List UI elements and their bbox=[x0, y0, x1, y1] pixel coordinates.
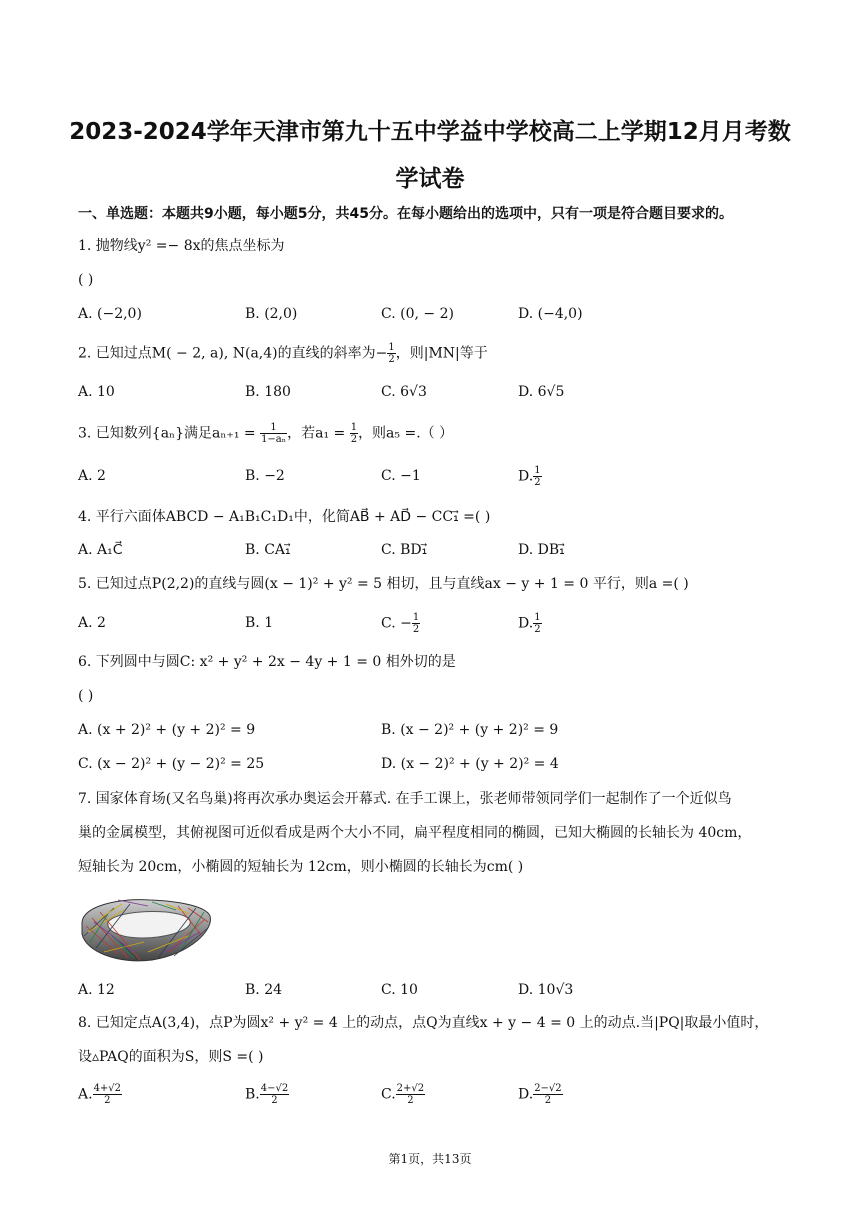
q6-option-c: C. (x − 2)² + (y − 2)² = 25 bbox=[78, 756, 265, 772]
q5-optc-num: 1 bbox=[412, 612, 420, 623]
q4-option-a: A. A₁C⃗ bbox=[78, 542, 123, 558]
q3-frac1-num: 1 bbox=[260, 422, 287, 434]
q8-option-b-label: B. bbox=[245, 1086, 260, 1103]
q6-options-row2 bbox=[78, 753, 778, 775]
section-heading: 一、单选题：本题共9小题，每小题5分，共45分。在每小题给出的选项中，只有一项是符合题目要求的。 bbox=[78, 206, 733, 222]
q3-stem-a: 3. 已知数列{aₙ}满足aₙ₊₁ = bbox=[78, 425, 261, 442]
q8-option-a-label: A. bbox=[78, 1086, 93, 1103]
q8-options bbox=[78, 1083, 778, 1113]
q7-options bbox=[78, 979, 778, 1001]
page-title-line1: 2023-2024学年天津市第九十五中学益中学校高二上学期12月月考数 bbox=[69, 119, 791, 145]
q2-options bbox=[78, 381, 778, 403]
q8-line1: 8. 已知定点A(3,4)，点P为圆x² + y² = 4 上的动点，点Q为直线x + y − 4 = 0 上的动点.当|PQ|取最小值时， bbox=[78, 1015, 769, 1031]
q2-option-d: D. 6√5 bbox=[518, 384, 565, 400]
q3-option-d bbox=[518, 465, 542, 488]
q8-option-c-fraction bbox=[396, 1083, 425, 1106]
q3-option-d-fraction bbox=[533, 465, 541, 488]
q3-optd-num: 1 bbox=[534, 465, 541, 476]
q8-line2: 设▵PAQ的面积为S，则S =( ) bbox=[78, 1049, 264, 1065]
q8-opta-den: 2 bbox=[104, 1095, 111, 1106]
q6-paren: ( ) bbox=[78, 688, 94, 704]
q6-option-a: A. (x + 2)² + (y + 2)² = 9 bbox=[78, 722, 256, 738]
q7-option-c: C. 10 bbox=[381, 982, 418, 998]
q4-option-d: D. DB₁⃗ bbox=[518, 542, 565, 558]
q7-option-a: A. 12 bbox=[78, 982, 115, 998]
q4-stem: 4. 平行六面体ABCD − A₁B₁C₁D₁中，化简AB⃗ + AD⃗ − CC₁⃗ =( ) bbox=[78, 509, 491, 525]
q8-option-c bbox=[381, 1083, 425, 1106]
q8-optd-num: 2−√2 bbox=[534, 1083, 562, 1094]
q4-option-c: C. BD₁⃗ bbox=[381, 542, 428, 558]
q3-fraction-2 bbox=[350, 422, 358, 445]
q8-option-d-label: D. bbox=[518, 1086, 534, 1103]
q6-option-d: D. (x − 2)² + (y + 2)² = 4 bbox=[381, 756, 559, 772]
q2-option-b: B. 180 bbox=[245, 384, 291, 400]
q5-optc-den: 2 bbox=[412, 624, 420, 635]
q5-optd-num: 1 bbox=[534, 612, 541, 623]
q8-option-d bbox=[518, 1083, 563, 1106]
q2-stem-a: 2. 已知过点M( − 2, a), N(a,4)的直线的斜率为− bbox=[78, 345, 388, 362]
q5-options bbox=[78, 612, 778, 634]
q8-option-b-fraction bbox=[260, 1083, 289, 1106]
q2-frac-num: 1 bbox=[388, 342, 395, 353]
q6-option-b: B. (x − 2)² + (y + 2)² = 9 bbox=[381, 722, 559, 738]
q3-optd-den: 2 bbox=[534, 477, 541, 488]
q7-option-d: D. 10√3 bbox=[518, 982, 574, 998]
birds-nest-model-image bbox=[78, 892, 214, 966]
q7-option-b: B. 24 bbox=[245, 982, 283, 998]
q1-option-a: A. (−2,0) bbox=[78, 306, 142, 322]
q5-option-d-fraction bbox=[533, 612, 541, 635]
q8-optb-den: 2 bbox=[271, 1095, 278, 1106]
q1-option-d: D. (−4,0) bbox=[518, 306, 583, 322]
q1-paren: ( ) bbox=[78, 272, 94, 288]
q8-option-c-label: C. bbox=[381, 1086, 396, 1103]
page-title-line2: 学试卷 bbox=[395, 166, 465, 192]
q3-option-d-label: D. bbox=[518, 468, 534, 485]
q7-line3: 短轴长为 20cm，小椭圆的短轴长为 12cm，则小椭圆的长轴长为cm( ) bbox=[78, 859, 524, 875]
q3-stem bbox=[78, 422, 453, 445]
q5-option-d bbox=[518, 612, 542, 635]
q2-frac-den: 2 bbox=[388, 354, 395, 365]
q8-optb-num: 4−√2 bbox=[260, 1083, 289, 1094]
q3-frac1-den: 1−aₙ bbox=[261, 434, 287, 445]
q6-options-row1 bbox=[78, 719, 778, 741]
q5-option-b: B. 1 bbox=[245, 615, 274, 631]
q7-line1: 7. 国家体育场(又名鸟巢)将再次承办奥运会开幕式. 在手工课上，张老师带领同学们一起制作了一个近似鸟 bbox=[78, 791, 732, 807]
q3-stem-b: ，若a₁ = bbox=[287, 425, 350, 442]
q2-option-c: C. 6√3 bbox=[381, 384, 427, 400]
q2-stem bbox=[78, 342, 488, 365]
q7-line2: 巢的金属模型，其俯视图可近似看成是两个大小不同，扁平程度相同的椭圆，已知大椭圆的长轴长为 40cm， bbox=[78, 825, 752, 841]
q1-option-b: B. (2,0) bbox=[245, 306, 298, 322]
q1-option-c: C. (0, − 2) bbox=[381, 306, 454, 322]
q2-option-a: A. 10 bbox=[78, 384, 115, 400]
q8-option-a bbox=[78, 1083, 122, 1106]
q3-option-b: B. −2 bbox=[245, 468, 285, 484]
q8-option-d-fraction bbox=[533, 1083, 562, 1106]
q8-option-a-fraction bbox=[93, 1083, 122, 1106]
q4-options bbox=[78, 539, 778, 561]
q5-option-c-label: C. − bbox=[381, 615, 412, 632]
q1-stem: 1. 抛物线y² =− 8x的焦点坐标为 bbox=[78, 238, 285, 254]
q3-frac2-den: 2 bbox=[350, 434, 358, 445]
q3-fraction-1 bbox=[260, 422, 287, 445]
q5-option-c bbox=[381, 612, 420, 635]
q5-stem: 5. 已知过点P(2,2)的直线与圆(x − 1)² + y² = 5 相切，且与直线ax − y + 1 = 0 平行，则a =( ) bbox=[78, 576, 689, 592]
q3-stem-c: ，则a₅ =.（ ） bbox=[358, 425, 454, 442]
q3-options bbox=[78, 465, 778, 487]
q5-option-d-label: D. bbox=[518, 615, 534, 632]
q8-optc-den: 2 bbox=[407, 1095, 414, 1106]
q6-stem: 6. 下列圆中与圆C: x² + y² + 2x − 4y + 1 = 0 相外切的是 bbox=[78, 654, 456, 670]
q1-options bbox=[78, 303, 778, 325]
q5-option-c-fraction bbox=[412, 612, 420, 635]
q8-opta-num: 4+√2 bbox=[93, 1083, 122, 1094]
q3-option-c: C. −1 bbox=[381, 468, 421, 484]
page-footer: 第1页，共13页 bbox=[388, 1152, 472, 1166]
q8-option-b bbox=[245, 1083, 289, 1106]
q3-frac2-num: 1 bbox=[350, 422, 358, 433]
q5-optd-den: 2 bbox=[534, 624, 541, 635]
q2-fraction bbox=[387, 342, 395, 365]
q4-option-b: B. CA₁⃗ bbox=[245, 542, 291, 558]
q8-optd-den: 2 bbox=[544, 1095, 552, 1106]
q5-option-a: A. 2 bbox=[78, 615, 106, 631]
q8-optc-num: 2+√2 bbox=[396, 1083, 425, 1094]
q3-option-a: A. 2 bbox=[78, 468, 106, 484]
q2-stem-b: ，则|MN|等于 bbox=[395, 345, 488, 362]
